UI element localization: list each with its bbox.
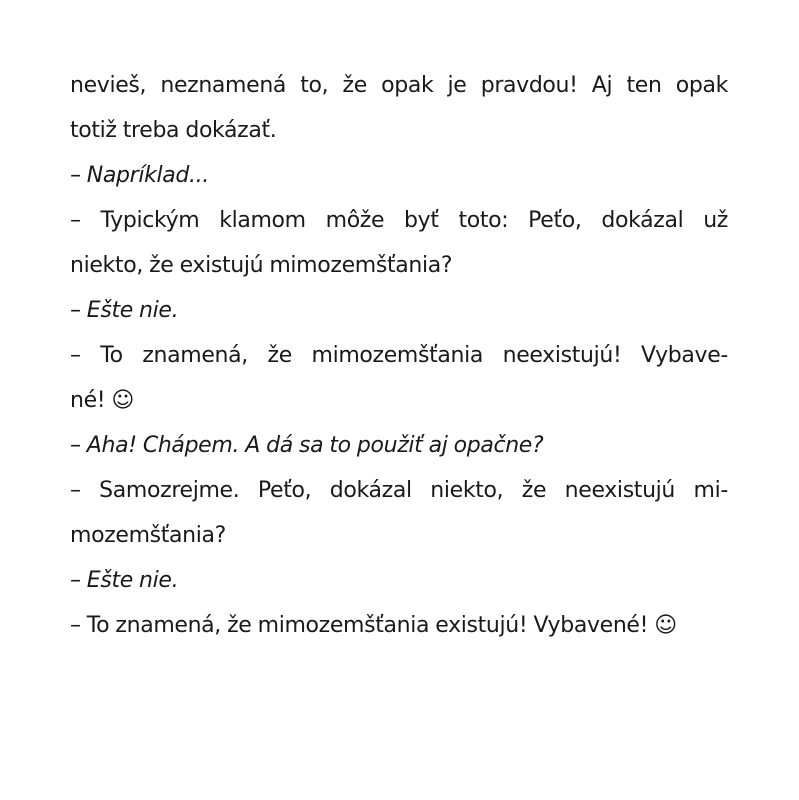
text-line: totiž treba dokázať. bbox=[70, 118, 277, 143]
dialogue-line-italic: – Aha! Chápem. A dá sa to použiť aj opačne? bbox=[70, 433, 544, 458]
dialogue-line: – Samozrejme. Peťo, dokázal niekto, že neexistujú mi- bbox=[70, 478, 728, 503]
dialogue-line: – To znamená, že mimozemšťania existujú! Vybavené! ☺ bbox=[70, 613, 677, 638]
dialogue-line-italic: – Napríklad... bbox=[70, 163, 209, 188]
dialogue-line: – Typickým klamom môže byť toto: Peťo, dokázal už bbox=[70, 208, 728, 233]
page-text bbox=[70, 63, 728, 648]
text-line: mozemšťania? bbox=[70, 523, 226, 548]
dialogue-line: – To znamená, že mimozemšťania neexistujú! Vybave- bbox=[70, 343, 728, 368]
text-line: nevieš, neznamená to, že opak je pravdou! Aj ten opak bbox=[70, 73, 728, 98]
dialogue-line-italic: – Ešte nie. bbox=[70, 298, 179, 323]
text-line: niekto, že existujú mimozemšťania? bbox=[70, 253, 453, 278]
dialogue-line-italic: – Ešte nie. bbox=[70, 568, 179, 593]
text-line: né! ☺ bbox=[70, 388, 134, 413]
